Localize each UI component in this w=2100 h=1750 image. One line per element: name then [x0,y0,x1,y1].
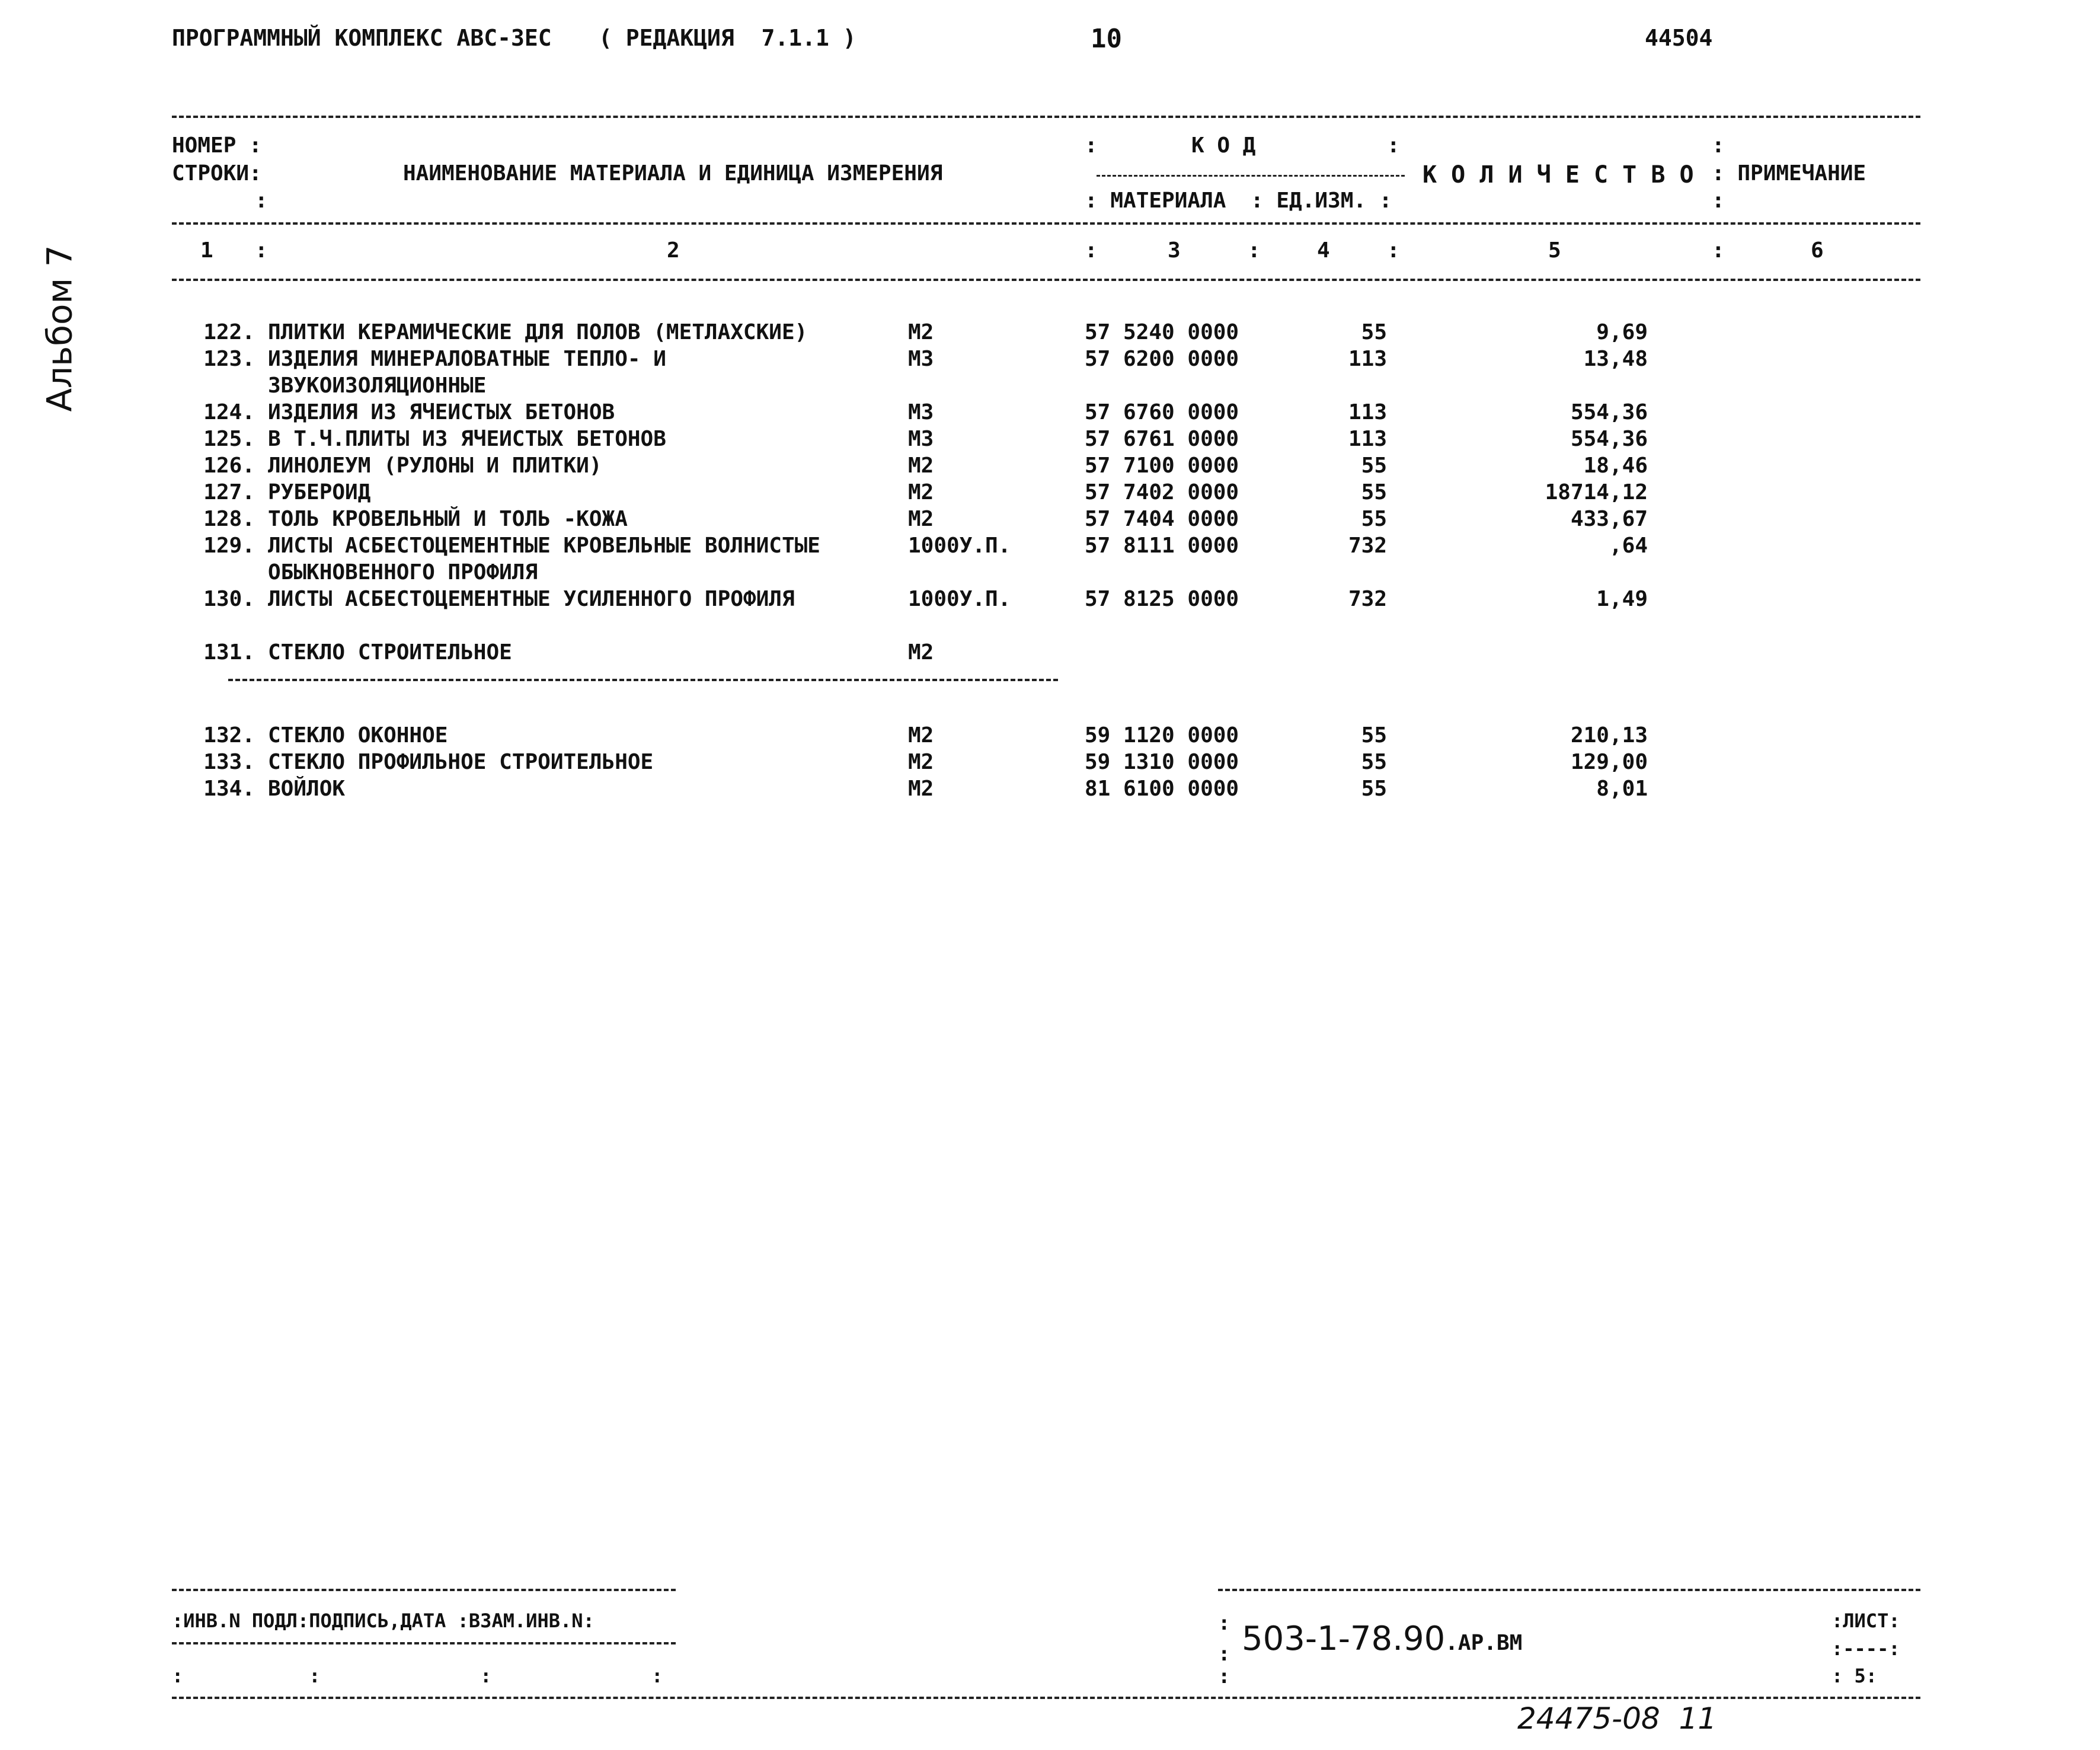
col-num-3: 3 [1168,238,1181,263]
header-code-material: : МАТЕРИАЛА [1085,189,1226,213]
col-sep-2: : [1085,238,1098,263]
document-code-main: 503-1-78.90 [1242,1620,1446,1658]
sheet-label: :ЛИСТ: [1831,1610,1900,1632]
stamp-bottom-separators: : : : : [172,1665,663,1687]
unit-label: М2 [908,507,934,531]
unit-label: 1000У.П. [908,534,1011,558]
row-number: 126. [203,454,255,478]
material-name: ВОЙЛОК [268,777,346,801]
header-code-colon-r: : [1387,133,1400,158]
row-number: 124. [203,400,255,424]
quantity-value: 554,36 [1570,400,1648,424]
unit-code: 55 [1361,454,1387,478]
col-num-4: 4 [1317,238,1330,263]
row-number: 128. [203,507,255,531]
unit-label: М3 [908,427,934,451]
quantity-value: 1,49 [1596,587,1648,611]
unit-label: М2 [908,777,934,801]
header-quantity: К О Л И Ч Е С Т В О [1423,161,1694,189]
material-name: СТЕКЛО ПРОФИЛЬНОЕ СТРОИТЕЛЬНОЕ [268,750,654,774]
title-block-colon-2: : [1218,1642,1230,1666]
quantity-value: 129,00 [1570,750,1648,774]
row-number: 129. [203,534,255,558]
header-note-label: ПРИМЕЧАНИЕ [1737,161,1866,186]
unit-label: М2 [908,750,934,774]
material-name: СТЕКЛО СТРОИТЕЛЬНОЕ [268,640,512,665]
row-number: 123. [203,347,255,371]
sheet-separator: :----: [1831,1637,1900,1660]
document-number: 44504 [1645,25,1713,51]
material-name-line2: ЗВУКОИЗОЛЯЦИОННЫЕ [268,373,487,398]
header-row-number-3: : [255,189,268,213]
material-code: 57 6200 0000 [1085,347,1239,371]
unit-code: 55 [1361,320,1387,344]
col-num-2: 2 [667,238,680,263]
unit-label: М2 [908,640,934,665]
row-number: 127. [203,480,255,504]
material-name: ЛИСТЫ АСБЕСТОЦЕМЕНТНЫЕ КРОВЕЛЬНЫЕ ВОЛНИСТЫЕ [268,534,820,558]
unit-code: 113 [1348,427,1387,451]
stamp-labels: :ИНВ.N ПОДЛ:ПОДПИСЬ,ДАТА :ВЗАМ.ИНВ.N: [172,1610,594,1632]
row-number: 125. [203,427,255,451]
unit-code: 55 [1361,750,1387,774]
stamp-mid-rule [172,1642,676,1644]
program-edition: ( РЕДАКЦИЯ 7.1.1 ) [599,25,856,51]
unit-code: 55 [1361,480,1387,504]
header-top-rule [172,116,1920,118]
unit-label: М2 [908,480,934,504]
material-name: ИЗДЕЛИЯ ИЗ ЯЧЕИСТЫХ БЕТОНОВ [268,400,615,424]
material-code: 57 6760 0000 [1085,400,1239,424]
material-name: В Т.Ч.ПЛИТЫ ИЗ ЯЧЕИСТЫХ БЕТОНОВ [268,427,666,451]
quantity-value: 433,67 [1570,507,1648,531]
title-block-colon-1: : [1218,1611,1230,1635]
material-name: ТОЛЬ КРОВЕЛЬНЫЙ И ТОЛЬ -КОЖА [268,507,628,531]
material-name: ПЛИТКИ КЕРАМИЧЕСКИЕ ДЛЯ ПОЛОВ (МЕТЛАХСКИЕ) [268,320,808,344]
stamp-top-rule [172,1589,676,1591]
title-block-top-rule [1218,1589,1920,1591]
header-note-colon-2: : [1712,189,1725,213]
col-num-6: 6 [1811,238,1824,263]
document-code [1242,1620,1522,1658]
unit-label: М2 [908,723,934,748]
header-code-unit: : ЕД.ИЗМ. : [1251,189,1392,213]
header-material-name: НАИМЕНОВАНИЕ МАТЕРИАЛА И ЕДИНИЦА ИЗМЕРЕНИЯ [403,161,943,186]
unit-code: 732 [1348,587,1387,611]
quantity-value: 18714,12 [1545,480,1648,504]
page-number: 10 [1091,24,1122,54]
material-name: ЛИСТЫ АСБЕСТОЦЕМЕНТНЫЕ УСИЛЕННОГО ПРОФИЛЯ [268,587,795,611]
material-code: 59 1310 0000 [1085,750,1239,774]
material-code: 57 6761 0000 [1085,427,1239,451]
material-code: 57 7404 0000 [1085,507,1239,531]
col-sep-1: : [255,238,268,263]
header-code-group: К О Д [1191,133,1256,158]
col-sep-3: : [1248,238,1261,263]
archive-number: 24475-08 11 [1517,1701,1717,1736]
col-sep-4: : [1387,238,1400,263]
material-code: 57 5240 0000 [1085,320,1239,344]
sheet-number: : 5: [1831,1665,1878,1687]
unit-code: 55 [1361,507,1387,531]
material-code: 57 8125 0000 [1085,587,1239,611]
material-code: 57 8111 0000 [1085,534,1239,558]
quantity-value: 18,46 [1583,454,1648,478]
col-num-5: 5 [1548,238,1561,263]
unit-code: 55 [1361,777,1387,801]
row-number: 132. [203,723,255,748]
unit-label: М3 [908,347,934,371]
quantity-value: 554,36 [1570,427,1648,451]
program-title: ПРОГРАММНЫЙ КОМПЛЕКС АВС-3ЕС [172,25,552,51]
document-code-suffix: .АР.ВМ [1445,1631,1523,1655]
material-code: 59 1120 0000 [1085,723,1239,748]
quantity-value: 8,01 [1596,777,1648,801]
header-mid-rule [172,222,1920,225]
unit-label: М2 [908,454,934,478]
unit-label: М2 [908,320,934,344]
material-code: 81 6100 0000 [1085,777,1239,801]
quantity-value: 13,48 [1583,347,1648,371]
quantity-value: 210,13 [1570,723,1648,748]
quantity-value: 9,69 [1596,320,1648,344]
material-code: 57 7402 0000 [1085,480,1239,504]
row-number: 133. [203,750,255,774]
unit-code: 55 [1361,723,1387,748]
row-number: 130. [203,587,255,611]
material-name: РУБЕРОИД [268,480,371,504]
header-row-number-1: НОМЕР : [172,133,262,158]
material-name: ЛИНОЛЕУМ (РУЛОНЫ И ПЛИТКИ) [268,454,602,478]
material-name: ИЗДЕЛИЯ МИНЕРАЛОВАТНЫЕ ТЕПЛО- И [268,347,666,371]
material-name-line2: ОБЫКНОВЕННОГО ПРОФИЛЯ [268,560,538,585]
unit-label: 1000У.П. [908,587,1011,611]
row-number: 122. [203,320,255,344]
material-name: СТЕКЛО ОКОННОЕ [268,723,448,748]
unit-code: 113 [1348,347,1387,371]
footer-bottom-rule [172,1697,1920,1699]
header-bottom-rule [172,279,1920,281]
unit-label: М3 [908,400,934,424]
col-num-1: 1 [200,238,213,263]
row-number: 131. [203,640,255,665]
header-code-colon-l: : [1085,133,1098,158]
album-side-label: Альбом 7 [39,245,80,412]
unit-code: 732 [1348,534,1387,558]
quantity-value: ,64 [1609,534,1648,558]
header-note-colon: : [1712,133,1725,158]
header-note: : ПРИМЕЧАНИЕ [1712,161,1866,186]
row-number: 134. [203,777,255,801]
header-row-number-2: СТРОКИ: [172,161,262,186]
col-sep-5: : [1712,238,1725,263]
section-divider-rule [228,679,1058,681]
header-code-rule [1097,175,1405,177]
unit-code: 113 [1348,400,1387,424]
title-block-colon-3: : [1218,1665,1230,1688]
material-code: 57 7100 0000 [1085,454,1239,478]
